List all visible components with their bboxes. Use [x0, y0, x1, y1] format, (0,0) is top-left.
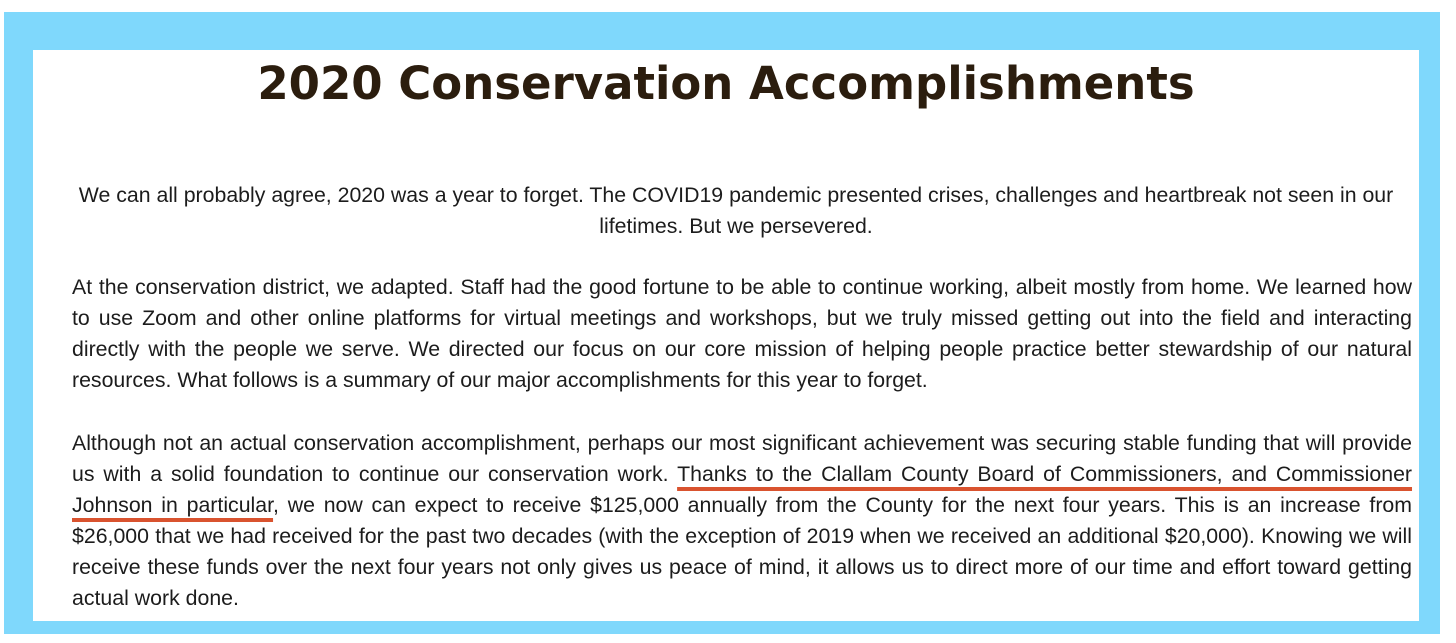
funding-text-before: Although not an actual conservation accomplishment, perhaps our most significant achievement was securing stable funding that will provide us with a solid foundation to continue our conservation work.: [72, 431, 1412, 486]
page-title: 2020 Conservation Accomplishments: [257, 57, 1195, 110]
funding-text-after: , we now can expect to receive $125,000 annually from the County for the next four years. This is an increase from $26,000 that we had received for the past two decades (with the exception of 2019 when we received an additional $20,000). Knowing we will receive these funds over the next four years not only gives us peace of mind, it allows us to direct more of our time and effort toward getting actual work done.: [72, 493, 1413, 610]
funding-paragraph: [72, 428, 1412, 614]
adaptation-paragraph: At the conservation district, we adapted. Staff had the good fortune to be able to continue working, albeit mostly from home. We learned how to use Zoom and other online platforms for virtual meetings and workshops, but we truly missed getting out into the field and interacting directly with the people we serve. We directed our focus on our core mission of helping people practice better stewardship of our natural resources. What follows is a summary of our major accomplishments for this year to forget.: [72, 275, 1412, 392]
intro-paragraph: We can all probably agree, 2020 was a year to forget. The COVID19 pandemic presented crises, challenges and heartbreak not seen in our lifetimes. But we persevered.: [78, 183, 1394, 238]
highlighted-thanks-text: Thanks to the Clallam County Board of Commissioners, and Commissioner Johnson in particular: [72, 462, 1413, 517]
content-panel: [33, 50, 1419, 621]
blue-frame: [4, 12, 1440, 634]
